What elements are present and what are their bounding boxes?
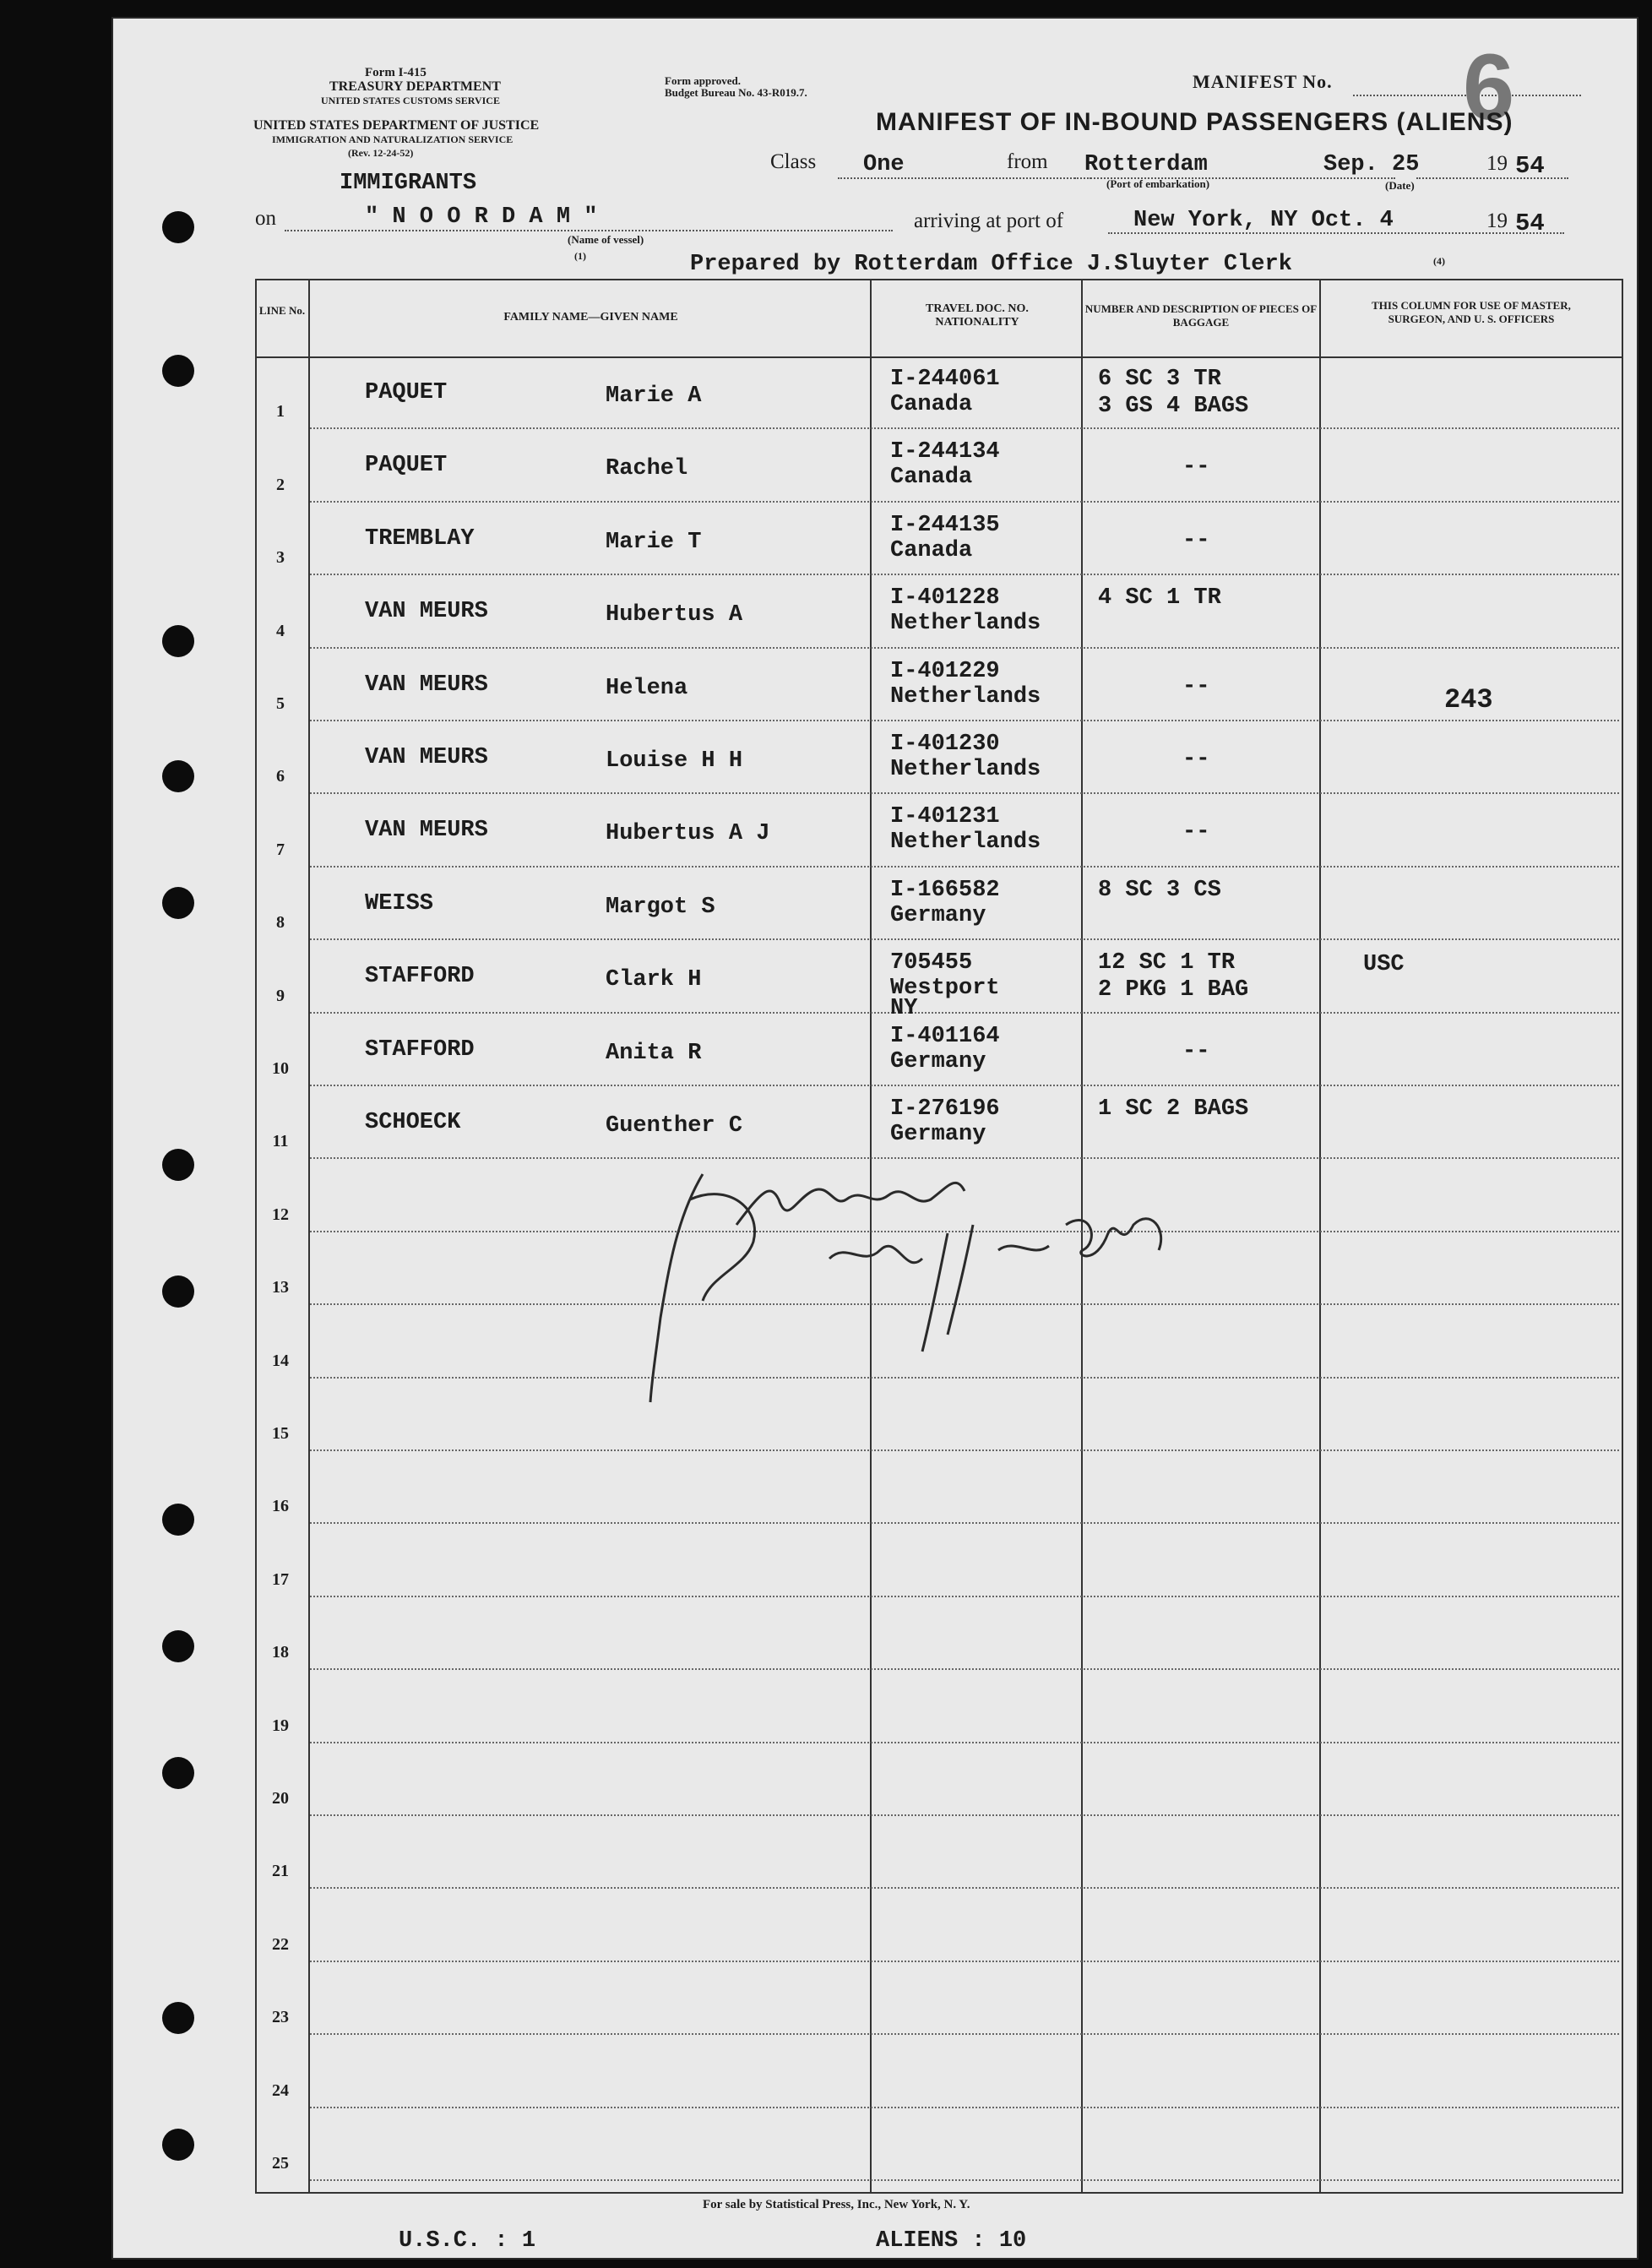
line-number: 10 — [272, 1059, 289, 1078]
travel-doc-number: I-401229 — [890, 658, 1000, 684]
header-name: FAMILY NAME—GIVEN NAME — [503, 311, 678, 324]
row-divider — [310, 1085, 1619, 1086]
header-travel-doc: TRAVEL DOC. NO. NATIONALITY — [926, 302, 1029, 329]
nationality: Canada — [890, 465, 973, 491]
travel-doc-number: I-244135 — [890, 512, 1000, 538]
travel-doc-number: I-401230 — [890, 732, 1000, 757]
baggage-none: -- — [1182, 747, 1210, 772]
nationality: Westport — [890, 976, 1000, 1002]
baggage-line2: 2 PKG 1 BAG — [1098, 977, 1249, 1003]
family-name: VAN MEURS — [365, 599, 488, 625]
row-divider — [310, 938, 1619, 940]
baggage-line1: 6 SC 3 TR — [1098, 367, 1221, 392]
nationality: Canada — [890, 392, 973, 417]
vessel-caption: (Name of vessel) — [568, 233, 644, 246]
on-label: on — [255, 207, 276, 230]
given-name: Hubertus A J — [606, 821, 770, 847]
line-number: 12 — [272, 1205, 289, 1224]
row-divider — [310, 720, 1619, 721]
line-number: 5 — [276, 694, 285, 713]
binder-hole — [162, 1504, 194, 1536]
header-baggage: NUMBER AND DESCRIPTION OF PIECES OF BAGGAGE — [1084, 302, 1318, 329]
prepared-by: Prepared by Rotterdam Office J.Sluyter Clerk — [690, 252, 1292, 277]
date-line — [1416, 177, 1568, 179]
line-number: 21 — [272, 1862, 289, 1881]
binder-hole — [162, 1275, 194, 1308]
given-name: Anita R — [606, 1040, 702, 1066]
line-number: 9 — [276, 986, 285, 1005]
baggage-line1: 8 SC 3 CS — [1098, 877, 1221, 903]
handwritten-signature — [610, 1149, 1218, 1419]
travel-doc-number: I-244134 — [890, 439, 1000, 465]
departure-year: 54 — [1515, 152, 1545, 180]
family-name: STAFFORD — [365, 1036, 475, 1063]
row-divider — [310, 647, 1619, 649]
column-divider — [1319, 279, 1321, 2192]
binder-hole — [162, 1630, 194, 1662]
nationality: Germany — [890, 1122, 986, 1147]
line-number: 13 — [272, 1278, 289, 1297]
row-divider — [310, 1449, 1619, 1451]
family-name: SCHOECK — [365, 1110, 461, 1135]
row-divider — [310, 2179, 1619, 2181]
line-number: 3 — [276, 548, 285, 568]
binder-hole — [162, 760, 194, 792]
line-number: 7 — [276, 840, 285, 859]
caption-1: (1) — [574, 250, 586, 262]
arrive-year: 54 — [1515, 209, 1545, 237]
table-right-border — [1622, 279, 1623, 2192]
manifest-number: 6 — [1463, 35, 1515, 139]
given-name: Rachel — [606, 456, 688, 482]
nationality: Germany — [890, 902, 986, 928]
travel-doc-number: I-244061 — [890, 367, 1000, 392]
line-number: 19 — [272, 1716, 289, 1735]
vessel-name: " N O O R D A M " — [365, 204, 598, 230]
travel-doc-number: I-276196 — [890, 1096, 1000, 1122]
given-name: Hubertus A — [606, 602, 743, 628]
margin-note: 243 — [1444, 684, 1493, 715]
binder-hole — [162, 887, 194, 919]
line-number: 16 — [272, 1497, 289, 1516]
family-name: WEISS — [365, 890, 434, 916]
binder-hole — [162, 355, 194, 387]
travel-doc-number: I-401228 — [890, 585, 1000, 612]
line-number: 2 — [276, 475, 285, 494]
nationality: Netherlands — [890, 611, 1041, 637]
given-name: Guenther C — [606, 1113, 743, 1139]
family-name: VAN MEURS — [365, 672, 488, 698]
from-value: Rotterdam — [1084, 152, 1208, 177]
line-number: 25 — [272, 2154, 289, 2173]
baggage-line1: 4 SC 1 TR — [1098, 585, 1221, 612]
baggage-none: -- — [1182, 673, 1210, 699]
family-name: VAN MEURS — [365, 745, 488, 770]
ins-service: IMMIGRATION AND NATURALIZATION SERVICE — [272, 133, 514, 145]
row-divider — [310, 2033, 1619, 2035]
row-divider — [310, 1961, 1619, 1962]
binder-hole — [162, 2129, 194, 2161]
line-number: 17 — [272, 1569, 289, 1589]
travel-doc-number: 705455 — [890, 950, 973, 976]
row-divider — [310, 574, 1619, 575]
family-name: PAQUET — [365, 453, 448, 479]
given-name: Marie T — [606, 529, 702, 555]
line-number: 6 — [276, 767, 285, 786]
date-caption: (Date) — [1385, 179, 1415, 192]
baggage-line1: 1 SC 2 BAGS — [1098, 1096, 1249, 1122]
row-divider — [310, 1814, 1619, 1816]
row-divider — [310, 427, 1619, 429]
dept-treasury: TREASURY DEPARTMENT — [329, 79, 501, 94]
row-divider — [310, 1012, 1619, 1014]
column-divider — [308, 279, 310, 2192]
line-number: 1 — [276, 402, 285, 422]
class-value: One — [863, 152, 905, 177]
row-divider — [310, 2107, 1619, 2108]
nationality: Netherlands — [890, 757, 1041, 782]
budget-bureau: Budget Bureau No. 43-R019.7. — [665, 86, 807, 99]
row-divider — [310, 866, 1619, 867]
given-name: Louise H H — [606, 748, 743, 774]
baggage-none: -- — [1182, 527, 1210, 553]
arriving-label: arriving at port of — [914, 209, 1064, 232]
family-name: VAN MEURS — [365, 818, 488, 844]
given-name: Margot S — [606, 894, 715, 920]
baggage-line1: 12 SC 1 TR — [1098, 950, 1236, 976]
form-approved: Form approved. — [665, 74, 742, 87]
form-number: Form I-415 — [365, 66, 427, 79]
nationality: Netherlands — [890, 829, 1041, 856]
row-divider — [310, 1522, 1619, 1524]
header-officers: THIS COLUMN FOR USE OF MASTER, SURGEON, AND U. S. OFFICERS — [1372, 299, 1571, 325]
from-label: from — [1007, 150, 1048, 173]
year-prefix: 19 — [1486, 152, 1508, 175]
line-number: 14 — [272, 1351, 289, 1370]
arrive-year-prefix: 19 — [1486, 209, 1508, 232]
binder-hole — [162, 1757, 194, 1789]
line-number: 22 — [272, 1934, 289, 1954]
footer-printer: For sale by Statistical Press, Inc., New York, N. Y. — [703, 2198, 970, 2211]
binder-hole — [162, 2002, 194, 2034]
manifest-no-label: MANIFEST No. — [1193, 71, 1333, 92]
baggage-none: -- — [1182, 819, 1210, 846]
row-divider — [310, 501, 1619, 503]
header-line-no: LINE No. — [258, 304, 306, 317]
family-name: STAFFORD — [365, 964, 475, 990]
officer-note: USC — [1363, 952, 1405, 978]
given-name: Clark H — [606, 967, 702, 993]
baggage-none: -- — [1182, 1038, 1210, 1064]
given-name: Helena — [606, 675, 688, 701]
travel-doc-number: I-166582 — [890, 877, 1000, 903]
vessel-line — [285, 230, 893, 231]
nationality-line2: NY — [890, 996, 918, 1022]
departure-date: Sep. 25 — [1323, 152, 1420, 177]
port-caption: (Port of embarkation) — [1106, 177, 1210, 190]
baggage-line2: 3 GS 4 BAGS — [1098, 394, 1249, 419]
line-number: 23 — [272, 2008, 289, 2027]
nationality: Netherlands — [890, 683, 1041, 710]
family-name: TREMBLAY — [365, 525, 475, 552]
table-left-border — [255, 279, 257, 2192]
caption-4: (4) — [1433, 255, 1445, 267]
class-line — [838, 177, 1091, 179]
line-number: 11 — [272, 1132, 289, 1151]
line-number: 24 — [272, 2080, 289, 2100]
table-header-border — [255, 356, 1622, 358]
baggage-none: -- — [1182, 454, 1210, 481]
line-number: 4 — [276, 621, 285, 640]
row-divider — [310, 1596, 1619, 1597]
row-divider — [310, 792, 1619, 794]
row-divider — [310, 1887, 1619, 1889]
line-number: 18 — [272, 1643, 289, 1662]
binder-hole — [162, 211, 194, 243]
line-number: 8 — [276, 913, 285, 933]
given-name: Marie A — [606, 383, 702, 409]
row-divider — [310, 1742, 1619, 1743]
binder-hole — [162, 625, 194, 657]
travel-doc-number: I-401164 — [890, 1023, 1000, 1049]
manifest-title: MANIFEST OF IN-BOUND PASSENGERS (ALIENS) — [876, 108, 1513, 136]
travel-doc-number: I-401231 — [890, 804, 1000, 830]
customs-service: UNITED STATES CUSTOMS SERVICE — [321, 95, 500, 106]
line-number: 20 — [272, 1789, 289, 1808]
table-top-border — [255, 279, 1622, 280]
table-bottom-border — [255, 2192, 1623, 2194]
line-number: 15 — [272, 1424, 289, 1443]
class-label: Class — [770, 150, 817, 173]
family-name: PAQUET — [365, 380, 448, 405]
nationality: Germany — [890, 1048, 986, 1074]
footer-usc: U.S.C. : 1 — [399, 2228, 536, 2254]
nationality: Canada — [890, 537, 973, 563]
arriving-value: New York, NY Oct. 4 — [1133, 208, 1394, 233]
immigrants-label: IMMIGRANTS — [340, 171, 477, 196]
binder-hole — [162, 1149, 194, 1181]
revision-date: (Rev. 12-24-52) — [348, 147, 414, 159]
dept-justice: UNITED STATES DEPARTMENT OF JUSTICE — [253, 118, 540, 133]
manifest-page — [111, 17, 1638, 2260]
row-divider — [310, 1668, 1619, 1670]
footer-aliens: ALIENS : 10 — [876, 2228, 1027, 2254]
